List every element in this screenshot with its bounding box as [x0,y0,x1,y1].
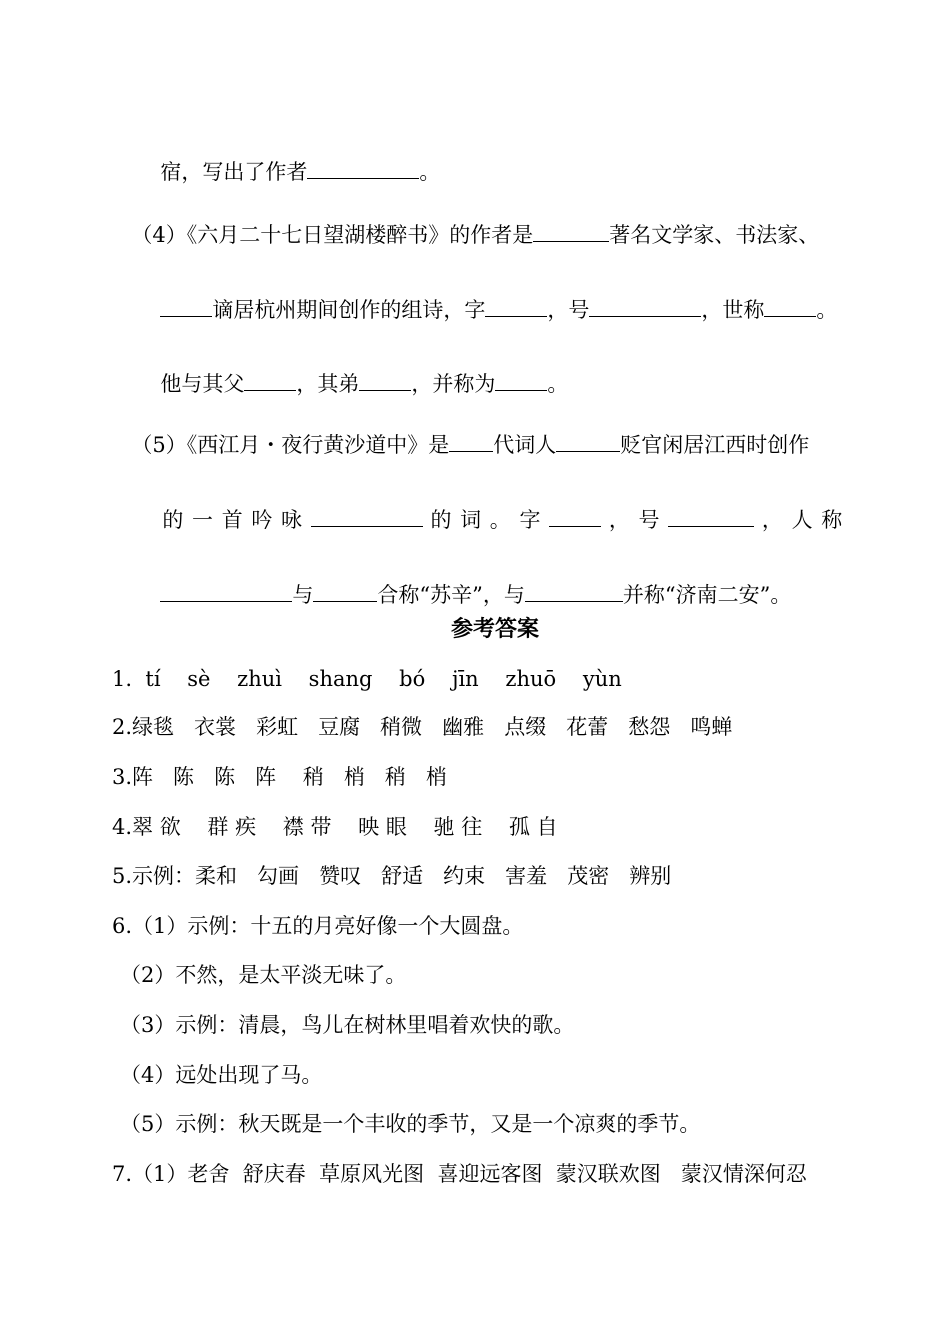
answer-2: 2.绿毯 衣裳 彩虹 豆腐 稍微 幽雅 点缀 花蕾 愁怨 鸣蝉 [112,715,733,739]
q5-dynasty-blank[interactable] [449,431,493,452]
answer-6-3: （3）示例：清晨，鸟儿在树林里唱着欢快的歌。 [120,1013,575,1037]
q5-li-blank[interactable] [525,581,623,602]
q5-text: 贬官闲居江西时创作 [620,433,810,457]
q5-text: ， 人 称 [761,508,844,532]
q3-blank[interactable] [307,158,419,179]
q5-text: 代词人 [493,433,557,457]
answer-7-1: 7.（1）老舍 舒庆春 草原风光图 喜迎远客图 蒙汉联欢图 蒙汉情深何忍 [112,1162,807,1186]
q5-line-1 [118,400,809,460]
q4-text: 他与其父 [160,372,245,396]
q5-zi-blank[interactable] [549,506,601,527]
q5-text: 与 [292,583,314,607]
answer-4: 4.翠 欲 群 疾 襟 带 映 眼 驰 往 孤 自 [112,815,558,839]
q4-hao-blank[interactable] [589,296,701,317]
q4-author-era-blank[interactable] [533,221,609,242]
q4-text: 谪居杭州期间创作的组诗，字 [212,298,486,322]
q3-text: 宿，写出了作者 [160,160,308,184]
q5-text: 的 一 首 吟 咏 [162,508,304,532]
q5-text: ， 号 [608,508,661,532]
q4-father-blank[interactable] [244,370,296,391]
q4-line-3 [147,339,568,399]
q4-line-2 [147,265,837,325]
q4-shicheng-blank[interactable] [764,296,816,317]
q4-author-blank[interactable] [160,296,212,317]
q4-brother-blank[interactable] [359,370,411,391]
q5-renchen-blank[interactable] [160,581,292,602]
q4-text: ，其弟 [296,372,360,396]
q3-tail-line [147,127,440,187]
answer-1: 1. tí sè zhuì shang bó jīn zhuō yùn [112,667,622,691]
answer-3: 3.阵 陈 陈 阵 稍 梢 稍 梢 [112,765,447,789]
q4-prompt: （4）《六月二十七日望湖楼醉书》的作者是 [131,223,534,247]
answer-6-1: 6.（1）示例：十五的月亮好像一个大圆盘。 [112,914,524,938]
q4-end: 。 [547,372,569,396]
q5-line-3 [147,550,791,610]
q4-text: ，世称 [701,298,765,322]
q4-zi-blank[interactable] [485,296,547,317]
q5-poet-blank[interactable] [556,431,620,452]
q4-together-blank[interactable] [495,370,547,391]
answer-6-2: （2）不然，是太平淡无味了。 [120,963,407,987]
q5-text: 合称“苏辛”，与 [377,583,525,607]
q4-text: 著名文学家、书法家、 [609,223,820,247]
q5-su-blank[interactable] [313,581,377,602]
q5-line-2 [147,475,843,535]
q4-text: ，号 [547,298,590,322]
q4-line-1 [118,190,819,250]
q5-text: 的 词 。 字 [430,508,542,532]
q5-subject-blank[interactable] [311,506,423,527]
answer-5: 5.示例：柔和 勾画 赞叹 舒适 约束 害羞 茂密 辨别 [112,864,672,888]
answer-6-4: （4）远处出现了马。 [120,1063,323,1087]
answers-title: 参考答案 [450,616,539,642]
q5-prompt: （5）《西江月・夜行黄沙道中》是 [131,433,450,457]
q4-end: 。 [816,298,838,322]
q4-text: ，并称为 [411,372,496,396]
q5-hao-blank[interactable] [668,506,754,527]
answer-6-5: （5）示例：秋天既是一个丰收的季节，又是一个凉爽的季节。 [120,1112,701,1136]
q3-end: 。 [419,160,441,184]
q5-text: 并称“济南二安”。 [622,583,792,607]
